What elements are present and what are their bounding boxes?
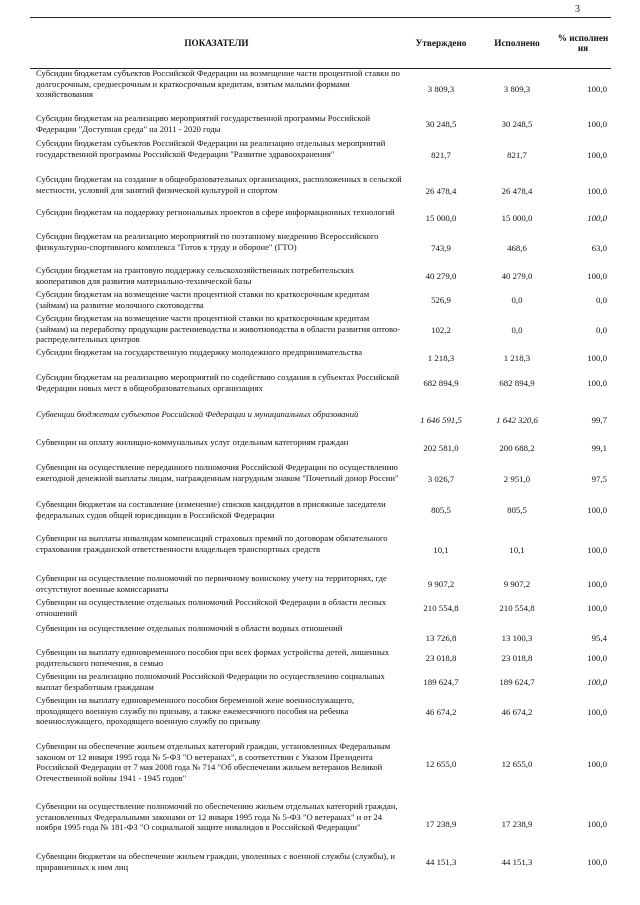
table-row [30, 347, 611, 369]
row-percent: 100,0 [587, 84, 607, 94]
row-executed: 682 894,9 [499, 378, 535, 388]
table-row [30, 573, 611, 595]
page-number: 3 [575, 4, 580, 15]
row-approved: 189 624,7 [423, 677, 459, 687]
row-executed: 17 238,9 [501, 819, 533, 829]
row-approved: 30 248,5 [425, 119, 457, 129]
row-executed: 468,6 [507, 243, 527, 253]
row-percent: 100,0 [587, 505, 607, 515]
row-approved: 9 907,2 [427, 579, 455, 589]
table-row [30, 372, 611, 394]
row-approved: 12 655,0 [425, 759, 457, 769]
row-executed: 9 907,2 [503, 579, 531, 589]
row-name: Субсидии бюджетам на государственную поддержку молодежного предпринимательства [36, 347, 363, 357]
row-name: Субвенции на осуществление полномочий по обеспечению жильем отдельных категорий граждан, установленных Федеральными законами от 12 января 1995 года № 5-ФЗ "О ветеранах" и от 24 ноября 1995 года № 181-ФЗ "О социальной защите инвалидов в Российской Федерации" [36, 801, 398, 833]
table-row [30, 695, 611, 729]
row-executed: 44 151,3 [501, 857, 533, 867]
row-percent: 100,0 [587, 819, 607, 829]
table-row [30, 647, 611, 669]
table-row [30, 671, 611, 693]
row-executed: 40 279,0 [501, 271, 533, 281]
table-row [30, 437, 611, 459]
row-approved: 3 809,3 [427, 84, 455, 94]
row-approved: 805,5 [431, 505, 451, 515]
table-row [30, 313, 611, 347]
row-executed: 46 674,2 [501, 707, 533, 717]
row-name: Субвенции бюджетам на составление (изменение) списков кандидатов в присяжные заседатели федеральных судов общей юрисдикции в Российской Федерации [36, 499, 386, 520]
row-name: Субвенции на осуществление отдельных полномочий в области водных отношений [36, 623, 343, 633]
report-table [30, 17, 611, 872]
row-executed: 200 688,2 [499, 443, 535, 453]
row-percent: 100,0 [587, 653, 607, 663]
row-executed: 26 478,4 [501, 186, 533, 196]
row-percent: 97,5 [591, 474, 607, 484]
row-name: Субвенции на осуществление полномочий по первичному воинскому учету на территориях, где отсутствуют военные комиссариаты [36, 573, 387, 594]
row-executed: 1 642 320,6 [496, 415, 538, 425]
table-row [30, 207, 611, 229]
row-approved: 1 218,3 [427, 353, 455, 363]
row-percent: 100,0 [587, 119, 607, 129]
row-name: Субвенции на реализацию полномочий Российской Федерации по осуществлению социальных выплат безработным гражданам [36, 671, 385, 692]
row-approved: 15 000,0 [425, 213, 457, 223]
table-row [30, 623, 611, 643]
row-executed: 12 655,0 [501, 759, 533, 769]
table-row [30, 851, 611, 873]
row-approved: 3 026,7 [427, 474, 455, 484]
table-row [30, 289, 611, 311]
row-percent: 100,0 [587, 353, 607, 363]
row-percent: 100,0 [587, 707, 607, 717]
row-approved: 102,2 [431, 325, 451, 335]
table-header [30, 17, 611, 69]
row-approved: 682 894,9 [423, 378, 459, 388]
row-percent: 100,0 [587, 759, 607, 769]
row-name: Субвенции на осуществление переданного полномочия Российской Федерации по осуществлению ежегодной денежной выплаты лицам, награжденным нагрудным знаком "Почетный донор России" [36, 462, 399, 483]
row-name: Субвенции на выплаты инвалидам компенсаций страховых премий по договорам обязательного страхования гражданской ответственности владельцев транспортных средств [36, 533, 388, 554]
row-executed: 30 248,5 [501, 119, 533, 129]
row-executed: 0,0 [511, 325, 523, 335]
row-name: Субвенции на выплату единовременного пособия при всех формах устройства детей, лишенных родительского попечения, в семью [36, 647, 390, 668]
row-percent: 63,0 [591, 243, 607, 253]
row-name: Субвенции бюджетам на обеспечение жильем граждан, уволенных с военной службы (службы), и приравненных к ним лиц [36, 851, 396, 872]
row-percent: 0,0 [596, 295, 607, 305]
row-approved: 13 726,8 [425, 633, 457, 643]
row-percent: 99,1 [591, 443, 607, 453]
table-row [30, 231, 611, 265]
row-executed: 15 000,0 [501, 213, 533, 223]
table-row [30, 113, 611, 135]
row-name: Субвенции на выплату единовременного пособия беременной жене военнослужащего, проходящего военную службу по призыву, а также ежемесячного пособия на ребенка военнослужащего, проходящего военную службу по призыву [36, 695, 354, 727]
row-executed: 821,7 [507, 150, 527, 160]
row-name: Субвенции бюджетам субъектов Российской Федерации и муниципальных образований [36, 409, 359, 419]
table-row [30, 265, 611, 287]
row-name: Субсидии бюджетам субъектов Российской Федерации на возмещение части процентной ставки по долгосрочным, среднесрочным и краткосрочным кредитам, взятым малыми формами хозяйствования [36, 68, 400, 100]
row-name: Субвенции на осуществление отдельных полномочий Российской Федерации в области лесных отношений [36, 597, 387, 618]
row-approved: 202 581,0 [423, 443, 459, 453]
row-executed: 3 809,3 [503, 84, 531, 94]
row-executed: 23 018,8 [501, 653, 533, 663]
row-percent: 100,0 [587, 213, 607, 223]
row-executed: 1 218,3 [503, 353, 531, 363]
row-approved: 821,7 [431, 150, 451, 160]
row-approved: 210 554,8 [423, 603, 459, 613]
row-approved: 44 151,3 [425, 857, 457, 867]
table-row [30, 68, 611, 110]
row-name: Субвенции на оплату жилищно-коммунальных услуг отдельным категориям граждан [36, 437, 349, 447]
row-name: Субсидии бюджетам на реализацию мероприятий по содействию создания в субъектах Российской Федерации новых мест в общеобразовательных организациях [36, 372, 400, 393]
table-row [30, 741, 611, 787]
row-percent: 100,0 [587, 857, 607, 867]
header-percent: % исполнен ия [557, 33, 609, 53]
row-name: Субсидии бюджетам на создание в общеобразовательных организациях, расположенных в сельской местности, условий для занятий физической культурой и спортом [36, 174, 402, 195]
row-approved: 23 018,8 [425, 653, 457, 663]
row-approved: 40 279,0 [425, 271, 457, 281]
row-name: Субсидии бюджетам на возмещение части процентной ставки по краткосрочным кредитам (займам) на переработку продукции растениеводства и животноводства в области развития оптово-распределительных центров [36, 313, 401, 345]
row-approved: 46 674,2 [425, 707, 457, 717]
row-executed: 210 554,8 [499, 603, 535, 613]
table-row [30, 462, 611, 496]
row-percent: 100,0 [587, 150, 607, 160]
row-executed: 0,0 [511, 295, 523, 305]
row-executed: 13 100,3 [501, 633, 533, 643]
row-name: Субсидии бюджетам субъектов Российской Федерации на реализацию отдельных мероприятий государственной программы Российской Федерации "Развитие здравоохранения" [36, 138, 386, 159]
row-executed: 10,1 [509, 545, 525, 555]
header-executed: Исполнено [494, 38, 540, 48]
row-name: Субсидии бюджетам на возмещение части процентной ставки по краткосрочным кредитам (займам) на развитие молочного скотоводства [36, 289, 370, 310]
row-percent: 99,7 [591, 415, 607, 425]
row-percent: 100,0 [587, 186, 607, 196]
row-approved: 26 478,4 [425, 186, 457, 196]
row-percent: 100,0 [587, 545, 607, 555]
table-row [30, 533, 611, 567]
table-row [30, 409, 611, 431]
row-name: Субвенции на обеспечение жильем отдельных категорий граждан, установленных Федеральным законом от 12 января 1995 года № 5-ФЗ "О ветеранах", в соответствии с Указом Президента Российской Федерации от 7 мая 2008 года № 714 "Об обеспечении жильем ветеранов Великой Отечественной войны 1941 - 1945 годов" [36, 741, 391, 783]
row-executed: 2 951,0 [503, 474, 531, 484]
row-executed: 189 624,7 [499, 677, 535, 687]
row-percent: 100,0 [587, 603, 607, 613]
table-row [30, 499, 611, 521]
row-approved: 526,9 [431, 295, 451, 305]
row-name: Субсидии бюджетам на реализацию мероприятий по поэтапному внедрению Всероссийского физкультурно-спортивного комплекса "Готов к труду и обороне" (ГТО) [36, 231, 379, 252]
table-row [30, 138, 611, 172]
row-approved: 743,9 [431, 243, 451, 253]
row-percent: 95,4 [591, 633, 607, 643]
row-approved: 17 238,9 [425, 819, 457, 829]
row-name: Субсидии бюджетам на грантовую поддержку сельскохозяйственных потребительских кооперативов для развития материально-технической базы [36, 265, 355, 286]
row-percent: 0,0 [596, 325, 607, 335]
row-approved: 1 646 591,5 [420, 415, 462, 425]
row-name: Субсидии бюджетам на реализацию мероприятий государственной программы Российской Федерации "Доступная среда" на 2011 - 2020 годы [36, 113, 371, 134]
row-executed: 805,5 [507, 505, 527, 515]
row-percent: 100,0 [587, 378, 607, 388]
table-row [30, 174, 611, 208]
row-percent: 100,0 [587, 271, 607, 281]
table-row [30, 801, 611, 847]
row-percent: 100,0 [587, 677, 607, 687]
row-approved: 10,1 [433, 545, 449, 555]
row-percent: 100,0 [587, 579, 607, 589]
row-name: Субсидии бюджетам на поддержку региональных проектов в сфере информационных технологий [36, 207, 395, 217]
header-indicators: ПОКАЗАТЕЛИ [184, 38, 249, 48]
table-row [30, 597, 611, 619]
header-approved: Утверждено [415, 38, 467, 48]
